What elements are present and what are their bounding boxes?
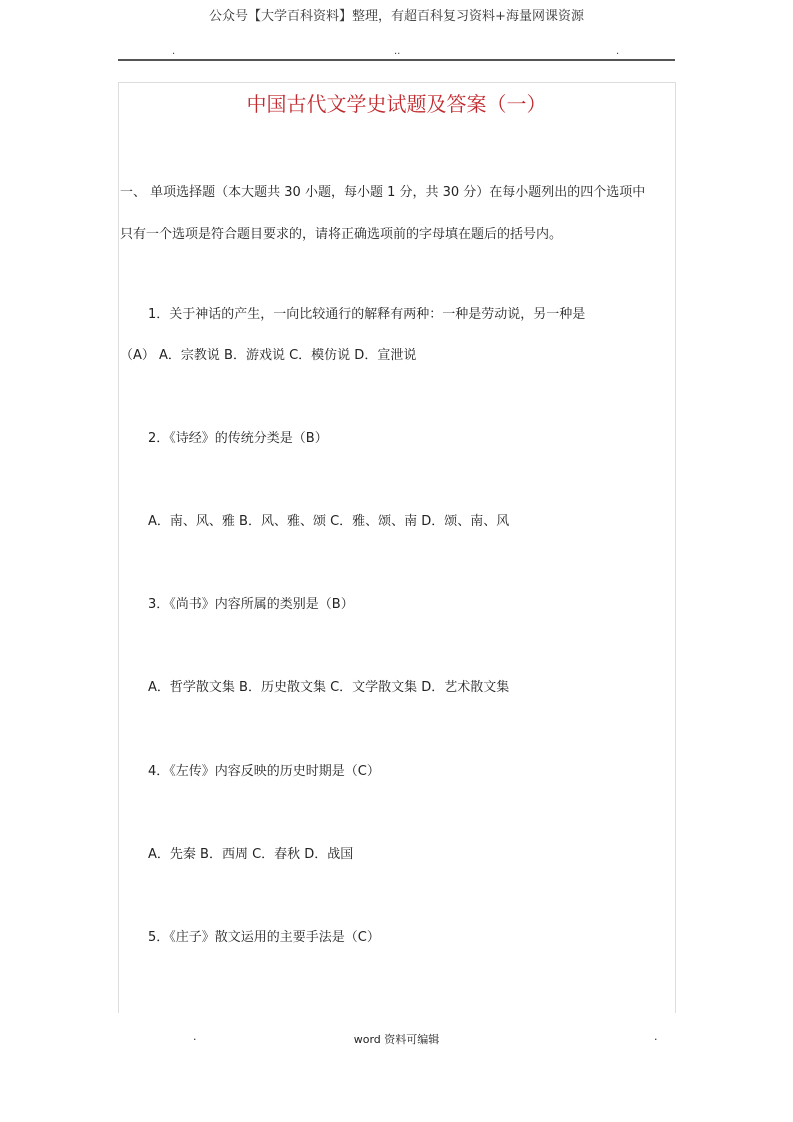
footer-dot: . <box>654 1030 658 1043</box>
question-options: （A） A．宗教说 B．游戏说 C．模仿说 D．宣泄说 <box>120 348 417 363</box>
header-dot: . <box>616 46 620 57</box>
header-note: 公众号【大学百科资料】整理，有超百科复习资料+海量网课资源 <box>209 9 584 24</box>
footer-label: word 资料可编辑 <box>353 1033 440 1046</box>
page-title: 中国古代文学史试题及答案（一） <box>246 92 547 116</box>
question-text: 3．《尚书》内容所属的类别是（B） <box>148 597 354 612</box>
header-rule <box>118 59 675 61</box>
header-dot: . <box>172 46 176 57</box>
question-text: 5．《庄子》散文运用的主要手法是（C） <box>148 930 380 945</box>
question-options: A．先秦 B．西周 C．春秋 D．战国 <box>148 847 354 862</box>
footer-dot: . <box>193 1030 197 1043</box>
section-intro: 只有一个选项是符合题目要求的，请将正确选项前的字母填在题后的括号内。 <box>120 227 563 242</box>
question-options: A．南、风、雅 B．风、雅、颂 C．雅、颂、南 D．颂、南、风 <box>148 514 510 529</box>
question-text: 4．《左传》内容反映的历史时期是（C） <box>148 764 380 779</box>
content-frame <box>118 82 676 1013</box>
header-dot: .. <box>394 46 401 57</box>
question-options: A．哲学散文集 B．历史散文集 C．文学散文集 D．艺术散文集 <box>148 680 510 695</box>
section-intro: 一、 单项选择题（本大题共 30 小题，每小题 1 分，共 30 分）在每小题列出的四个选项中 <box>120 185 646 200</box>
question-text: 1．关于神话的产生，一向比较通行的解释有两种：一种是劳动说，另一种是 <box>148 307 586 322</box>
question-text: 2．《诗经》的传统分类是（B） <box>148 431 328 446</box>
